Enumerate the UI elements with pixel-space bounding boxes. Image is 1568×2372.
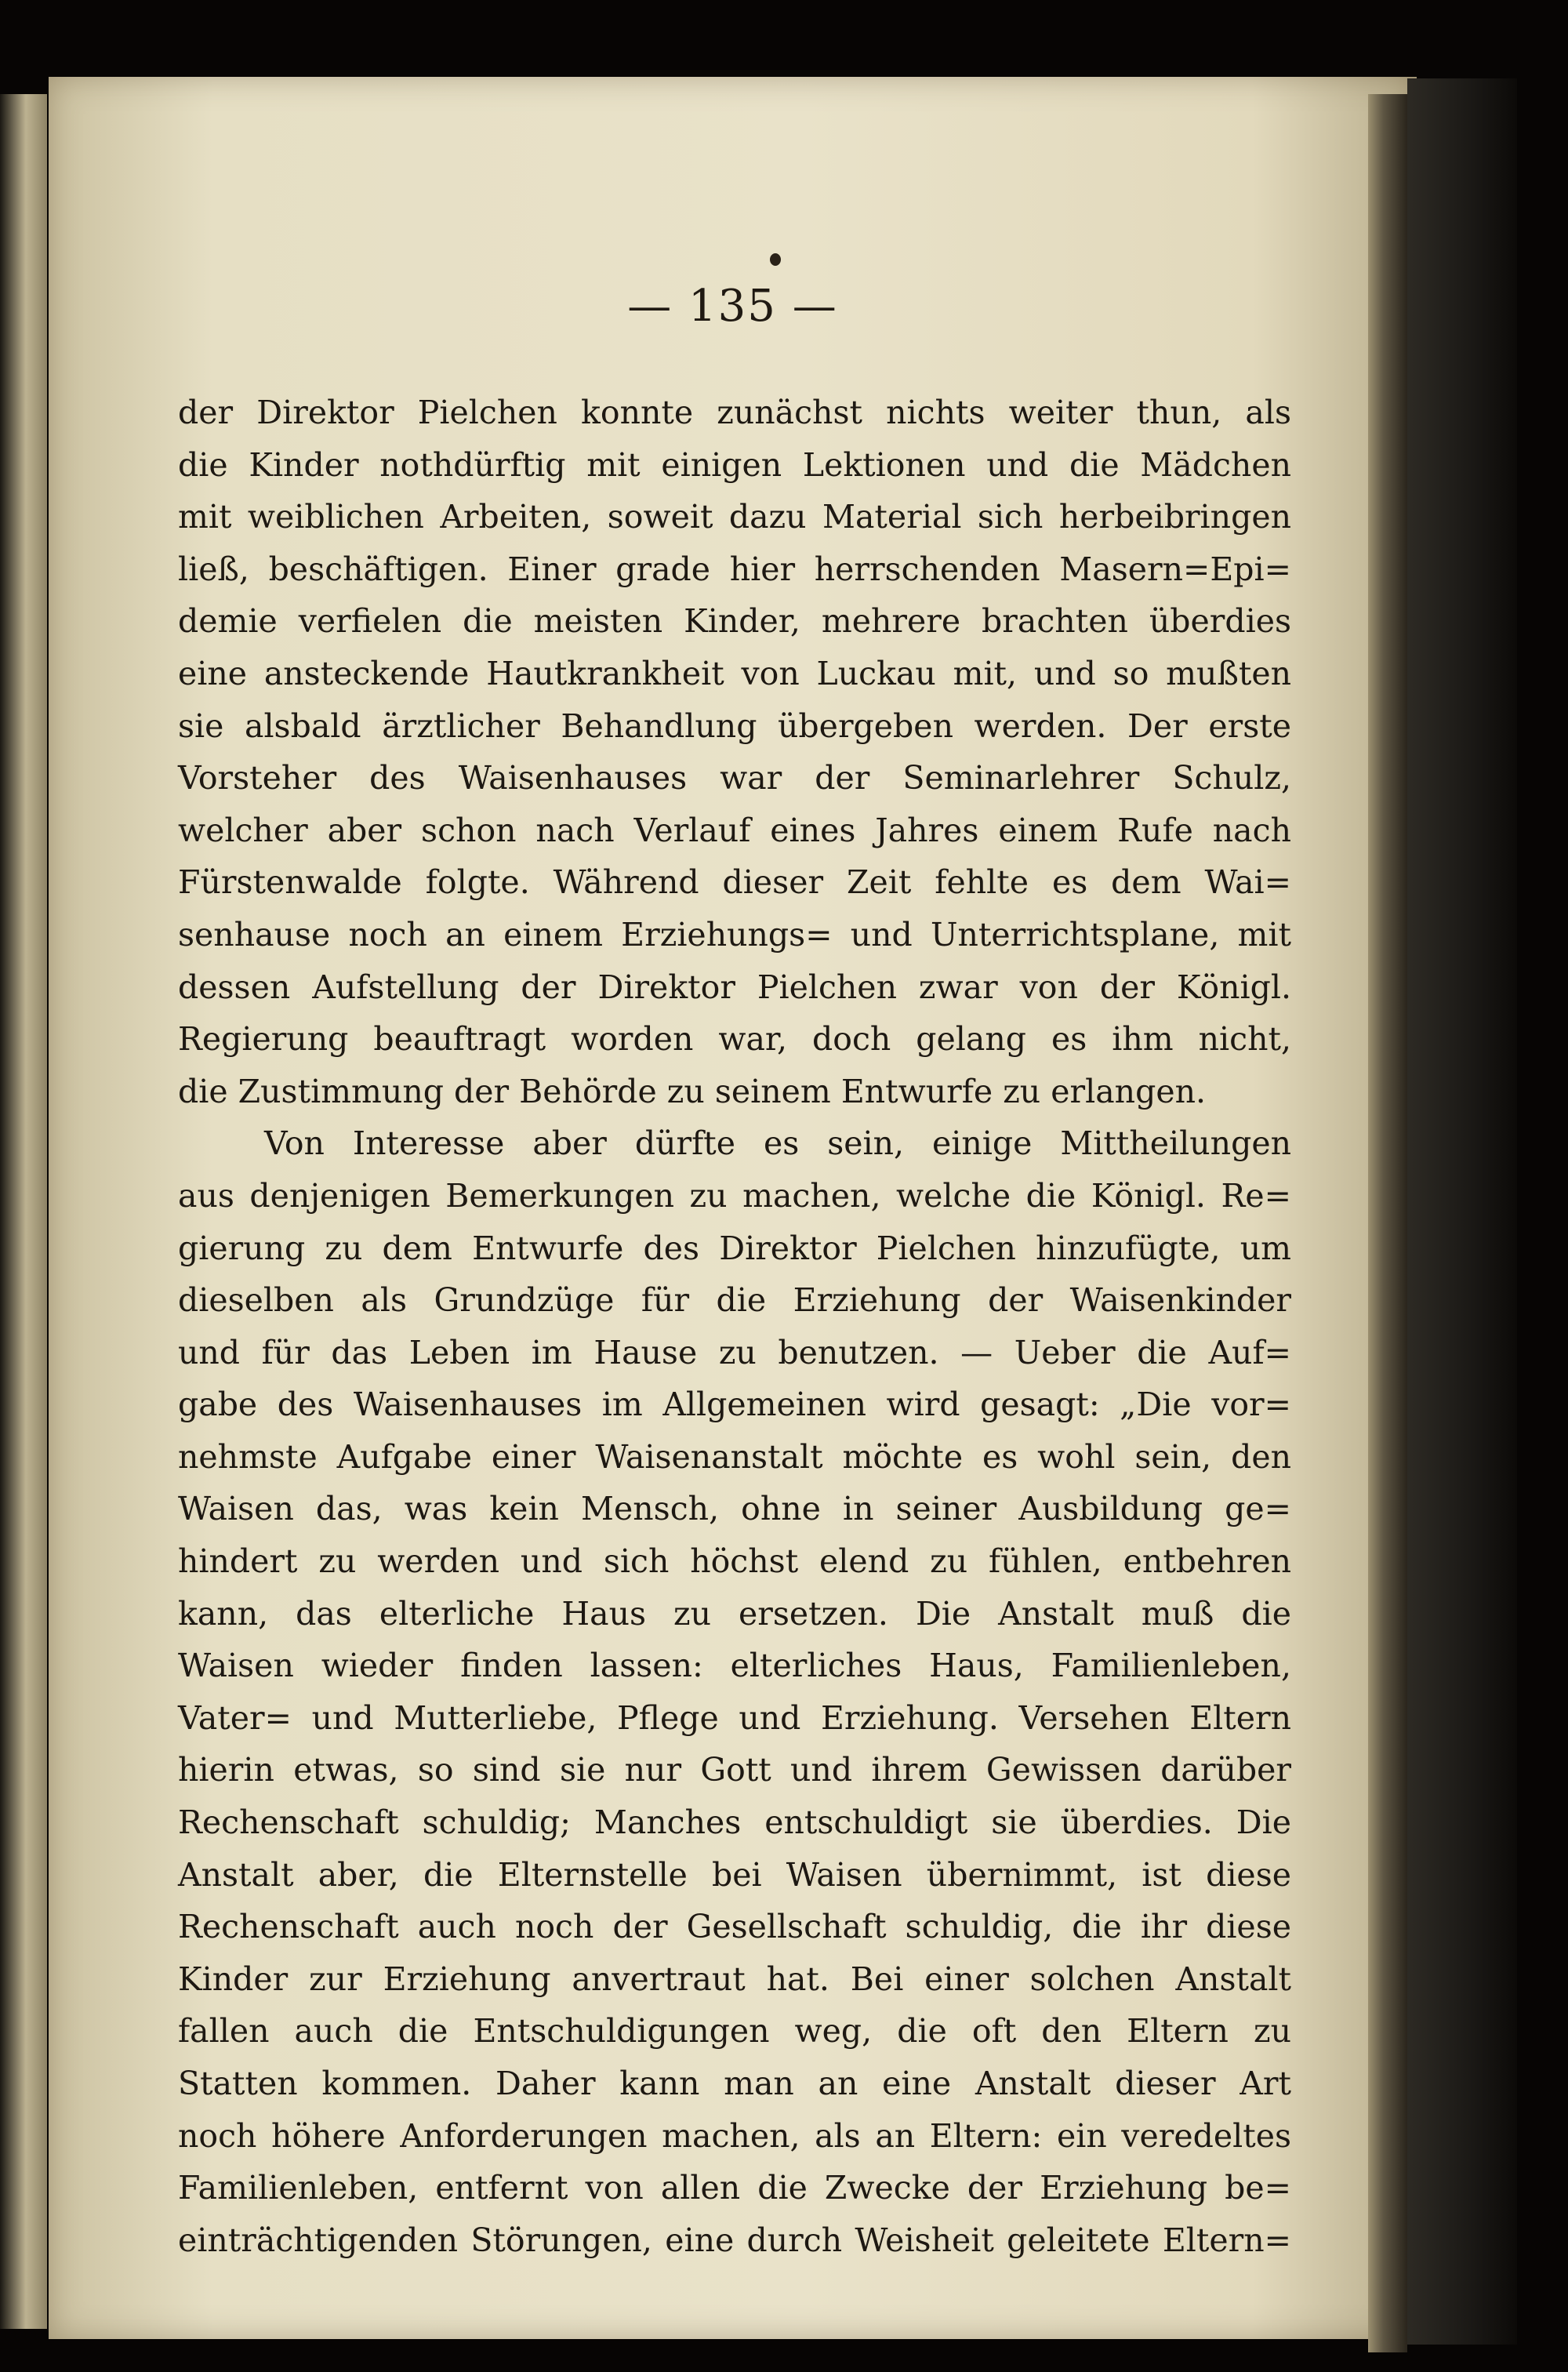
page-edge-shadow <box>1368 94 1407 2352</box>
text-line: Waisen wieder finden lassen: elterliches Haus, Familienleben, <box>178 1647 1291 1685</box>
text-line: die Kinder nothdürftig mit einigen Lektionen und die Mädchen <box>178 445 1291 484</box>
text-line: dieselben als Grundzüge für die Erziehung der Waisenkinder <box>178 1281 1291 1320</box>
text-line: kann, das elterliche Haus zu ersetzen. Die Anstalt muß die <box>178 1594 1291 1633</box>
text-line: Familienleben, entfernt von allen die Zwecke der Erziehung be= <box>178 2169 1291 2207</box>
page-number: — 135 — <box>627 281 838 332</box>
text-line: Vater= und Mutterliebe, Pflege und Erziehung. Versehen Eltern <box>178 1698 1291 1737</box>
text-line: die Zustimmung der Behörde zu seinem Entwurfe zu erlangen. <box>178 1072 1207 1110</box>
text-line: fallen auch die Entschuldigungen weg, die oft den Eltern zu <box>178 2012 1291 2051</box>
text-line: Vorsteher des Waisenhauses war der Seminarlehrer Schulz, <box>178 759 1291 797</box>
text-line: Regierung beauftragt worden war, doch gelang es ihm nicht, <box>178 1020 1291 1059</box>
text-line: Anstalt aber, die Elternstelle bei Waisen übernimmt, ist diese <box>178 1855 1291 1894</box>
text-line: demie verfielen die meisten Kinder, mehrere brachten überdies <box>178 602 1291 641</box>
ink-spot <box>770 253 781 266</box>
text-line: hierin etwas, so sind sie nur Gott und ihrem Gewissen darüber <box>178 1751 1291 1789</box>
text-line: Fürstenwalde folgte. Während dieser Zeit fehlte es dem Wai= <box>178 863 1291 902</box>
text-line: einträchtigenden Störungen, eine durch Weisheit geleitete Eltern= <box>178 2221 1291 2259</box>
left-page-edge <box>0 94 47 2329</box>
text-line: der Direktor Pielchen konnte zunächst nichts weiter thun, als <box>178 394 1291 431</box>
text-line: Rechenschaft schuldig; Manches entschuldigt sie überdies. Die <box>178 1804 1291 1842</box>
text-line: Rechenschaft auch noch der Gesellschaft schuldig, die ihr diese <box>178 1908 1291 1946</box>
text-line: senhause noch an einem Erziehungs= und Unterrichtsplane, mit <box>178 915 1291 954</box>
text-line: sie alsbald ärztlicher Behandlung übergeben werden. Der erste <box>178 707 1291 745</box>
text-line: gierung zu dem Entwurfe des Direktor Pielchen hinzufügte, um <box>178 1229 1291 1267</box>
text-line: mit weiblichen Arbeiten, soweit dazu Material sich herbeibringen <box>178 498 1291 536</box>
text-line: eine ansteckende Hautkrankheit von Luckau mit, und so mußten <box>178 654 1291 692</box>
text-line: dessen Aufstellung der Direktor Pielchen zwar von der Königl. <box>178 968 1291 1006</box>
text-line: noch höhere Anforderungen machen, als an Eltern: ein veredeltes <box>178 2116 1291 2155</box>
text-line: ließ, beschäftigen. Einer grade hier herrschenden Masern=Epi= <box>178 550 1291 588</box>
text-line: Statten kommen. Daher kann man an eine Anstalt dieser Art <box>178 2065 1291 2102</box>
text-line: welcher aber schon nach Verlauf eines Jahres einem Rufe nach <box>178 811 1291 849</box>
text-line: gabe des Waisenhauses im Allgemeinen wird gesagt: „Die vor= <box>178 1386 1291 1424</box>
text-line: hindert zu werden und sich höchst elend zu fühlen, entbehren <box>178 1542 1291 1581</box>
body-text <box>178 387 1291 2266</box>
text-line: nehmste Aufgabe einer Waisenanstalt möchte es wohl sein, den <box>178 1437 1291 1476</box>
book-cover <box>1407 78 1517 2345</box>
paragraph-start-line: Von Interesse aber dürfte es sein, einige Mittheilungen <box>264 1124 1291 1163</box>
text-line: und für das Leben im Hause zu benutzen. — Ueber die Auf= <box>178 1333 1291 1371</box>
text-line: Waisen das, was kein Mensch, ohne in seiner Ausbildung ge= <box>178 1490 1291 1528</box>
text-line: Kinder zur Erziehung anvertraut hat. Bei einer solchen Anstalt <box>178 1960 1291 1998</box>
text-line: aus denjenigen Bemerkungen zu machen, welche die Königl. Re= <box>178 1176 1291 1215</box>
book-page <box>49 77 1417 2339</box>
